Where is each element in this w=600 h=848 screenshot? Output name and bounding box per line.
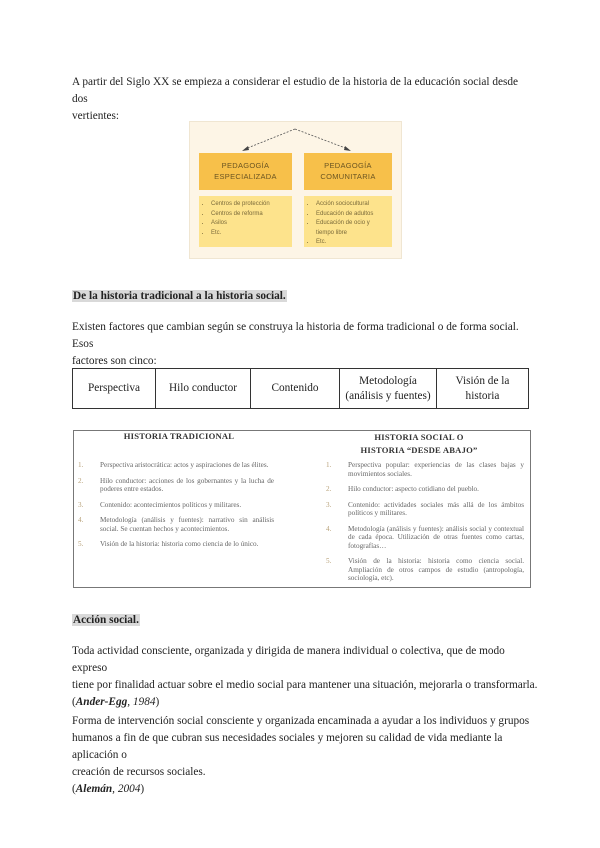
pc-item: • Acción sociocultural — [316, 200, 390, 210]
pe-items-box — [199, 196, 292, 247]
list-item: 2. Hilo conductor: aspecto cotidiano del pueblo. — [326, 485, 479, 493]
list-item: 4. Metodología (análisis y fuentes): narrativo sin análisis social. Se cuentan hechos y acontecimientos. — [78, 516, 274, 533]
list-item: 4. Metodología (análisis y fuentes): análisis social y contextual de cada época. Utilización de otras fuentes como cartas, fotografías… — [326, 524, 524, 550]
pedagogy-diagram — [189, 121, 402, 259]
factor-cell: Metodología (análisis y fuentes) — [340, 369, 437, 409]
traditional-list — [78, 461, 274, 556]
diagram-arrows — [190, 122, 401, 156]
pc-items-box — [304, 196, 392, 247]
factor-cell: Visión de la historia — [437, 369, 529, 409]
pedagogia-comunitaria-box — [304, 153, 392, 190]
list-item: 5. Visión de la historia: historia como ciencia social. Ampliación de otros campos de estudio (antropología, sociología, etc). — [326, 557, 524, 582]
quote2-line-1: Forma de intervención social consciente y organizada encaminada a ayudar a los individuos y grupos — [72, 715, 530, 727]
social-list — [326, 461, 524, 590]
factors-line-1: Existen factores que cambian según se construya la historia de forma tradicional o de forma social. Esos — [72, 321, 519, 350]
quote-aleman — [72, 713, 542, 798]
pe-item: • Centros de reforma — [211, 210, 290, 220]
pe-title-line-2: ESPECIALIZADA — [214, 172, 277, 181]
heading-text: De la historia tradicional a la historia social. — [73, 290, 286, 302]
quote2-line-2: humanos a fin de que cubran sus necesidades sociales y mejoren su calidad de vida mediante la aplicación o — [72, 732, 503, 761]
factor-cell: Perspectiva — [73, 369, 156, 409]
heading-text: Acción social. — [73, 614, 139, 626]
citation-ander-egg: (Ander-Egg, 1984) — [72, 696, 160, 708]
section-heading-accion-social — [72, 610, 140, 628]
factor-cell: Hilo conductor — [156, 369, 251, 409]
quote1-line-1: Toda actividad consciente, organizada y dirigida de manera individual o colectiva, que de modo expreso — [72, 645, 505, 674]
factors-line-2: factores son cinco: — [72, 355, 157, 367]
quote-ander-egg — [72, 643, 542, 711]
list-item: 3. Contenido: actividades sociales más allá de los ámbitos políticos y militares. — [326, 500, 524, 517]
quote1-line-2: tiene por finalidad actuar sobre el medio social para mantener una situación, mejorarla o transformarla. — [72, 679, 538, 691]
list-item: 3. Contenido: acontecimientos políticos y militares. — [78, 500, 242, 509]
intro-line-1: A partir del Siglo XX se empieza a considerar el estudio de la historia de la educación social desde dos — [72, 76, 519, 105]
pc-item: • Etc. — [316, 238, 390, 248]
list-item: 2. Hilo conductor: acciones de los gobernantes y la lucha de poderes entre estados. — [78, 476, 274, 493]
traditional-title: HISTORIA TRADICIONAL — [123, 431, 235, 441]
comparison-table — [73, 430, 531, 588]
pedagogia-especializada-box — [199, 153, 292, 190]
social-title: HISTORIA SOCIAL O HISTORIA “DESDE ABAJO” — [360, 432, 478, 455]
intro-line-2: vertientes: — [72, 110, 120, 122]
quote2-line-3: creación de recursos sociales. — [72, 766, 206, 778]
pc-item: • Educación de adultos — [316, 210, 390, 220]
pe-item: • Asilos — [211, 219, 290, 229]
list-item: 5. Visión de la historia: historia como ciencia de lo único. — [78, 540, 259, 548]
list-item: 1. Perspectiva popular: experiencias de las clases bajas y movimientos sociales. — [326, 461, 524, 478]
pc-title-line-2: COMUNITARIA — [320, 172, 376, 181]
intro-paragraph — [72, 74, 532, 125]
factor-cell: Contenido — [251, 369, 340, 409]
pe-item: • Centros de protección — [211, 200, 290, 210]
table-row — [73, 369, 529, 409]
factors-table — [72, 368, 529, 409]
section-heading-historia — [72, 286, 287, 304]
pc-item: • Educación de ocio y tiempo libre — [316, 219, 390, 238]
citation-aleman: (Alemán, 2004) — [72, 783, 145, 795]
list-item: 1. Perspectiva aristocrática: actos y aspiraciones de las élites. — [78, 461, 269, 469]
pe-title-line-1: PEDAGOGÍA — [221, 161, 270, 170]
pe-item: • Etc. — [211, 229, 290, 239]
pc-title-line-1: PEDAGOGÍA — [324, 161, 372, 170]
factors-paragraph — [72, 319, 532, 370]
